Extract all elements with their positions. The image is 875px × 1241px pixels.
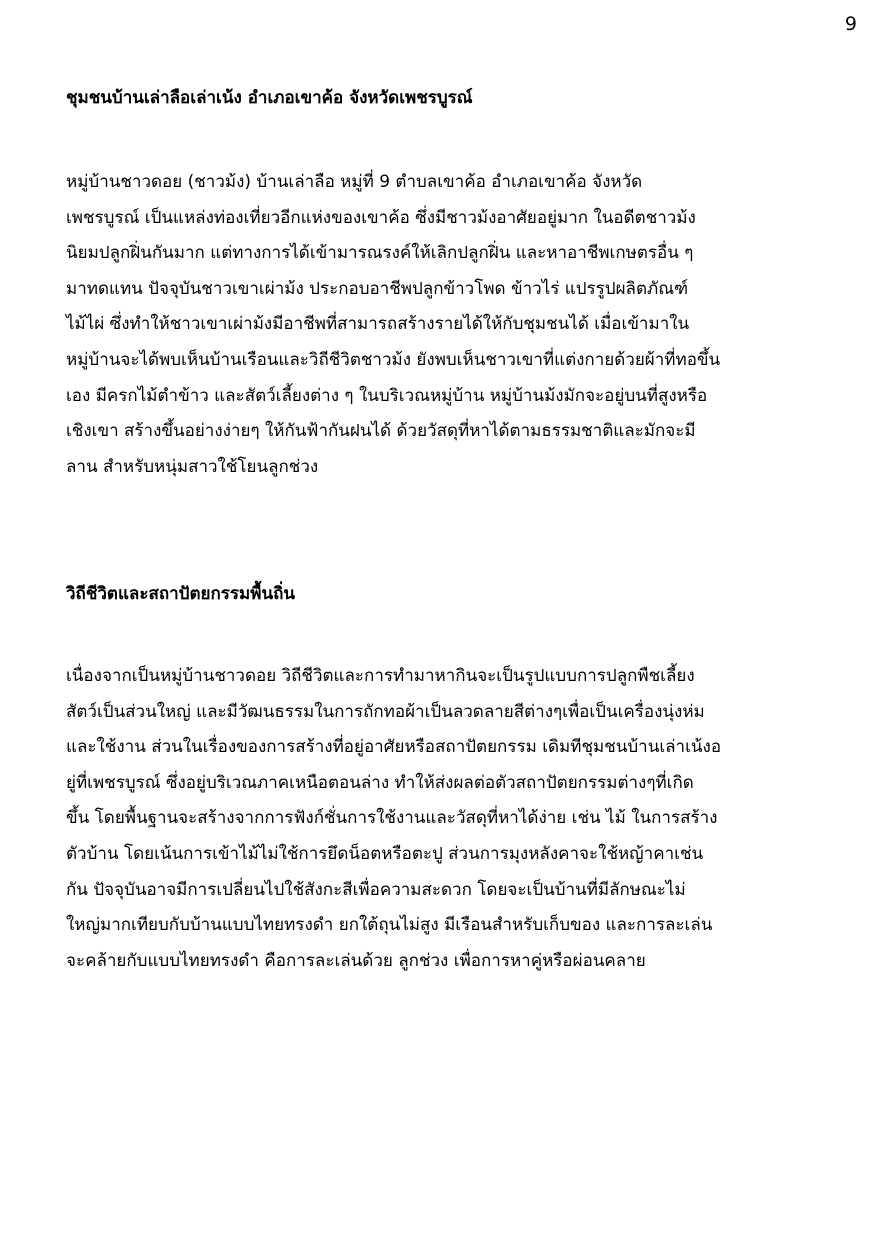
section-lifestyle-architecture: [66, 581, 766, 979]
paragraph-line: เชิงเขา สร้างขึ้นอย่างง่ายๆ ให้กันฟ้ากันฝนได้ ด้วยวัสดุที่หาได้ตามธรรมชาติและมักจะมี: [66, 421, 696, 442]
paragraph-line: และใช้งาน ส่วนในเรื่องของการสร้างที่อยู่อาศัยหรือสถาปัตยกรรม เดิมทีชุมชนบ้านเล่าเน้งอ: [66, 737, 722, 758]
paragraph-line: เนื่องจากเป็นหมู่บ้านชาวดอย วิถีชีวิตและการทำมาหากินจะเป็นรูปแบบการปลูกพืชเลี้ยง: [66, 666, 695, 686]
paragraph-line: ลาน สำหรับหนุ่มสาวใช้โยนลูกช่วง: [66, 456, 319, 477]
section-paragraph: [66, 659, 766, 979]
paragraph-line: ไม้ไผ่ ซึ่งทำให้ชาวเขาเผ่าม้งมีอาชีพที่สามารถสร้างรายได้ให้กับชุมชนได้ เมื่อเข้ามาใน: [66, 314, 690, 335]
paragraph-line: เพชรบูรณ์ เป็นแหล่งท่องเที่ยวอีกแห่งของเขาค้อ ซึ่งมีชาวม้งอาศัยอยู่มาก ในอดีตชาวม้ง: [66, 207, 696, 228]
paragraph-line: นิยมปลูกฝิ่นกันมาก แต่ทางการได้เข้ามารณรงค์ให้เลิกปลูกฝิ่น และหาอาชีพเกษตรอื่น ๆ: [66, 243, 694, 264]
paragraph-line: ตัวบ้าน โดยเน้นการเข้าไม้ไม่ใช้การยึดน็อตหรือตะปู ส่วนการมุงหลังคาจะใช้หญ้าคาเช่น: [66, 843, 704, 864]
paragraph-line: ใหญ่มากเทียบกับบ้านแบบไทยทรงดำ ยกใต้ถุนไม่สูง มีเรือนสำหรับเก็บของ และการละเล่น: [66, 915, 713, 936]
page-number: 9: [844, 13, 857, 35]
section-paragraph: [66, 165, 766, 485]
paragraph-line: กัน ปัจจุบันอาจมีการเปลี่ยนไปใช้สังกะสีเพื่อความสะดวก โดยจะเป็นบ้านที่มีลักษณะไม่: [66, 879, 686, 900]
paragraph-line: เอง มีครกไม้ตำข้าว และสัตว์เลี้ยงต่าง ๆ ในบริเวณหมู่บ้าน หมู่บ้านม้งมักจะอยู่บนที่สูงหรือ: [66, 385, 708, 406]
paragraph-line: จะคล้ายกับแบบไทยทรงดำ คือการละเล่นด้วย ลูกช่วง เพื่อการหาคู่หรือผ่อนคลาย: [66, 950, 646, 971]
section-heading: ชุมชนบ้านเล่าลือเล่าเน้ง อำเภอเขาค้อ จังหวัดเพชรบูรณ์: [66, 88, 473, 108]
section-heading: วิถีชีวิตและสถาปัตยกรรมพื้นถิ่น: [66, 584, 295, 604]
paragraph-line: ยู่ที่เพชรบูรณ์ ซึ่งอยู่บริเวณภาคเหนือตอนล่าง ทำให้ส่งผลต่อตัวสถาปัตยกรรมต่างๆที่เกิด: [66, 772, 694, 793]
paragraph-line: มาทดแทน ปัจจุบันชาวเขาเผ่าม้ง ประกอบอาชีพปลูกข้าวโพด ข้าวไร่ แปรรูปผลิตภัณฑ์: [66, 278, 689, 299]
section-laolue-community: [66, 85, 766, 485]
paragraph-line: หมู่บ้านจะได้พบเห็นบ้านเรือนและวิถีชีวิตชาวม้ง ยังพบเห็นชาวเขาที่แต่งกายด้วยผ้าที่ทอขึ้น: [66, 349, 721, 370]
paragraph-line: ขึ้น โดยพื้นฐานจะสร้างจากการฟังก์ชั่นการใช้งานและวัสดุที่หาได้ง่าย เช่น ไม้ ในการสร้าง: [66, 808, 718, 829]
paragraph-line: หมู่บ้านชาวดอย (ชาวม้ง) บ้านเล่าลือ หมู่ที่ 9 ตำบลเขาค้อ อำเภอเขาค้อ จังหวัด: [66, 172, 643, 192]
paragraph-line: สัตว์เป็นส่วนใหญ่ และมีวัฒนธรรมในการถักทอผ้าเป็นลวดลายสีต่างๆเพื่อเป็นเครื่องนุ่งห่ม: [66, 701, 705, 722]
